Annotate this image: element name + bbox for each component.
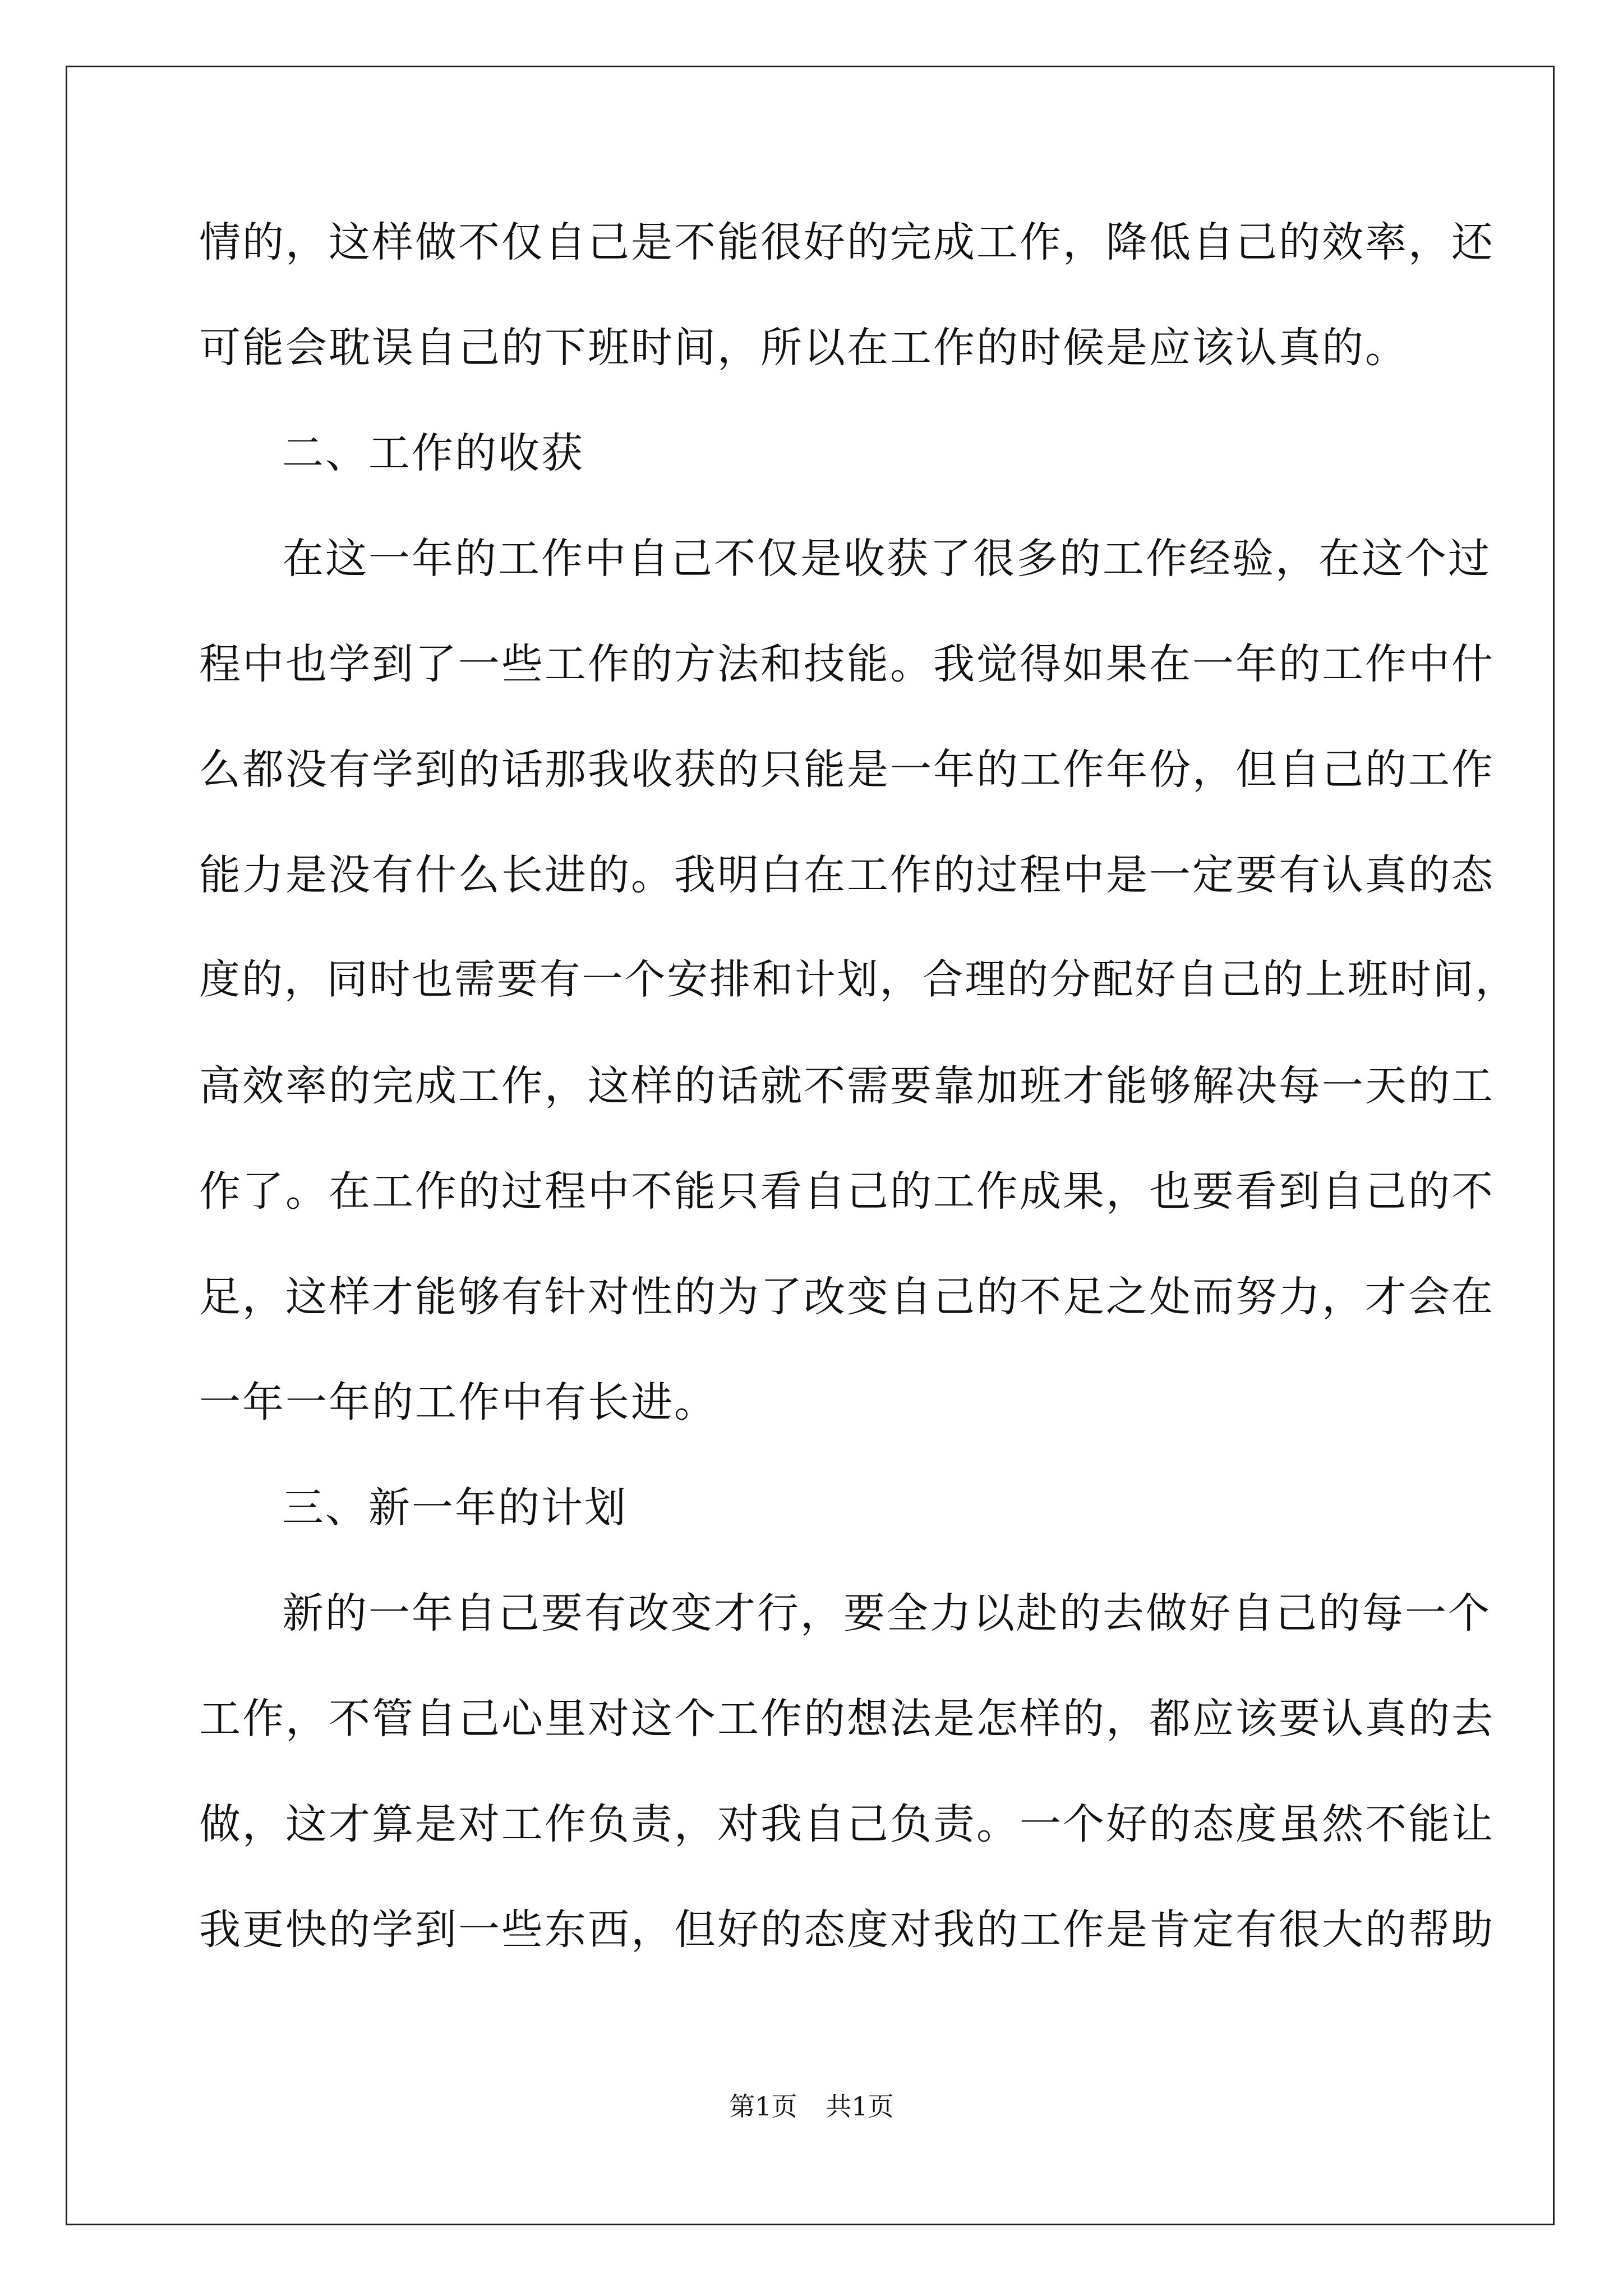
text-line-17: 我更快的学到一些东西，但好的态度对我的工作是肯定有很大的帮助 <box>199 1906 1495 1954</box>
text-line-12: 一年一年的工作中有长进。 <box>199 1378 717 1427</box>
text-line-11: 足，这样才能够有针对性的为了改变自己的不足之处而努力，才会在 <box>199 1273 1495 1321</box>
text-line-5: 程中也学到了一些工作的方法和技能。我觉得如果在一年的工作中什 <box>199 640 1495 688</box>
text-line-6: 么都没有学到的话那我收获的只能是一年的工作年份，但自己的工作 <box>199 746 1495 794</box>
text-line-15: 工作，不管自己心里对这个工作的想法是怎样的，都应该要认真的去 <box>199 1695 1495 1743</box>
text-line-14: 新的一年自己要有改变才行，要全力以赴的去做好自己的每一个 <box>282 1589 1491 1637</box>
section-heading-3: 三、新一年的计划 <box>282 1484 628 1532</box>
text-line-4: 在这一年的工作中自己不仅是收获了很多的工作经验，在这个过 <box>282 535 1491 583</box>
text-line-2: 可能会耽误自己的下班时间，所以在工作的时候是应该认真的。 <box>199 324 1408 372</box>
text-line-16: 做，这才算是对工作负责，对我自己负责。一个好的态度虽然不能让 <box>199 1800 1495 1848</box>
page-border <box>66 66 1555 2225</box>
section-heading-2: 二、工作的收获 <box>282 429 584 477</box>
text-line-1: 情的，这样做不仅自己是不能很好的完成工作，降低自己的效率，还 <box>199 218 1495 266</box>
page-footer <box>0 2091 1623 2122</box>
text-line-7: 能力是没有什么长进的。我明白在工作的过程中是一定要有认真的态 <box>199 851 1495 899</box>
page-number: 第1页 <box>729 2091 797 2122</box>
text-line-8: 度的，同时也需要有一个安排和计划，合理的分配好自己的上班时间， <box>199 956 1518 1004</box>
text-line-9: 高效率的完成工作，这样的话就不需要靠加班才能够解决每一天的工 <box>199 1062 1495 1110</box>
text-line-10: 作了。在工作的过程中不能只看自己的工作成果，也要看到自己的不 <box>199 1167 1495 1216</box>
total-pages: 共1页 <box>826 2091 894 2122</box>
